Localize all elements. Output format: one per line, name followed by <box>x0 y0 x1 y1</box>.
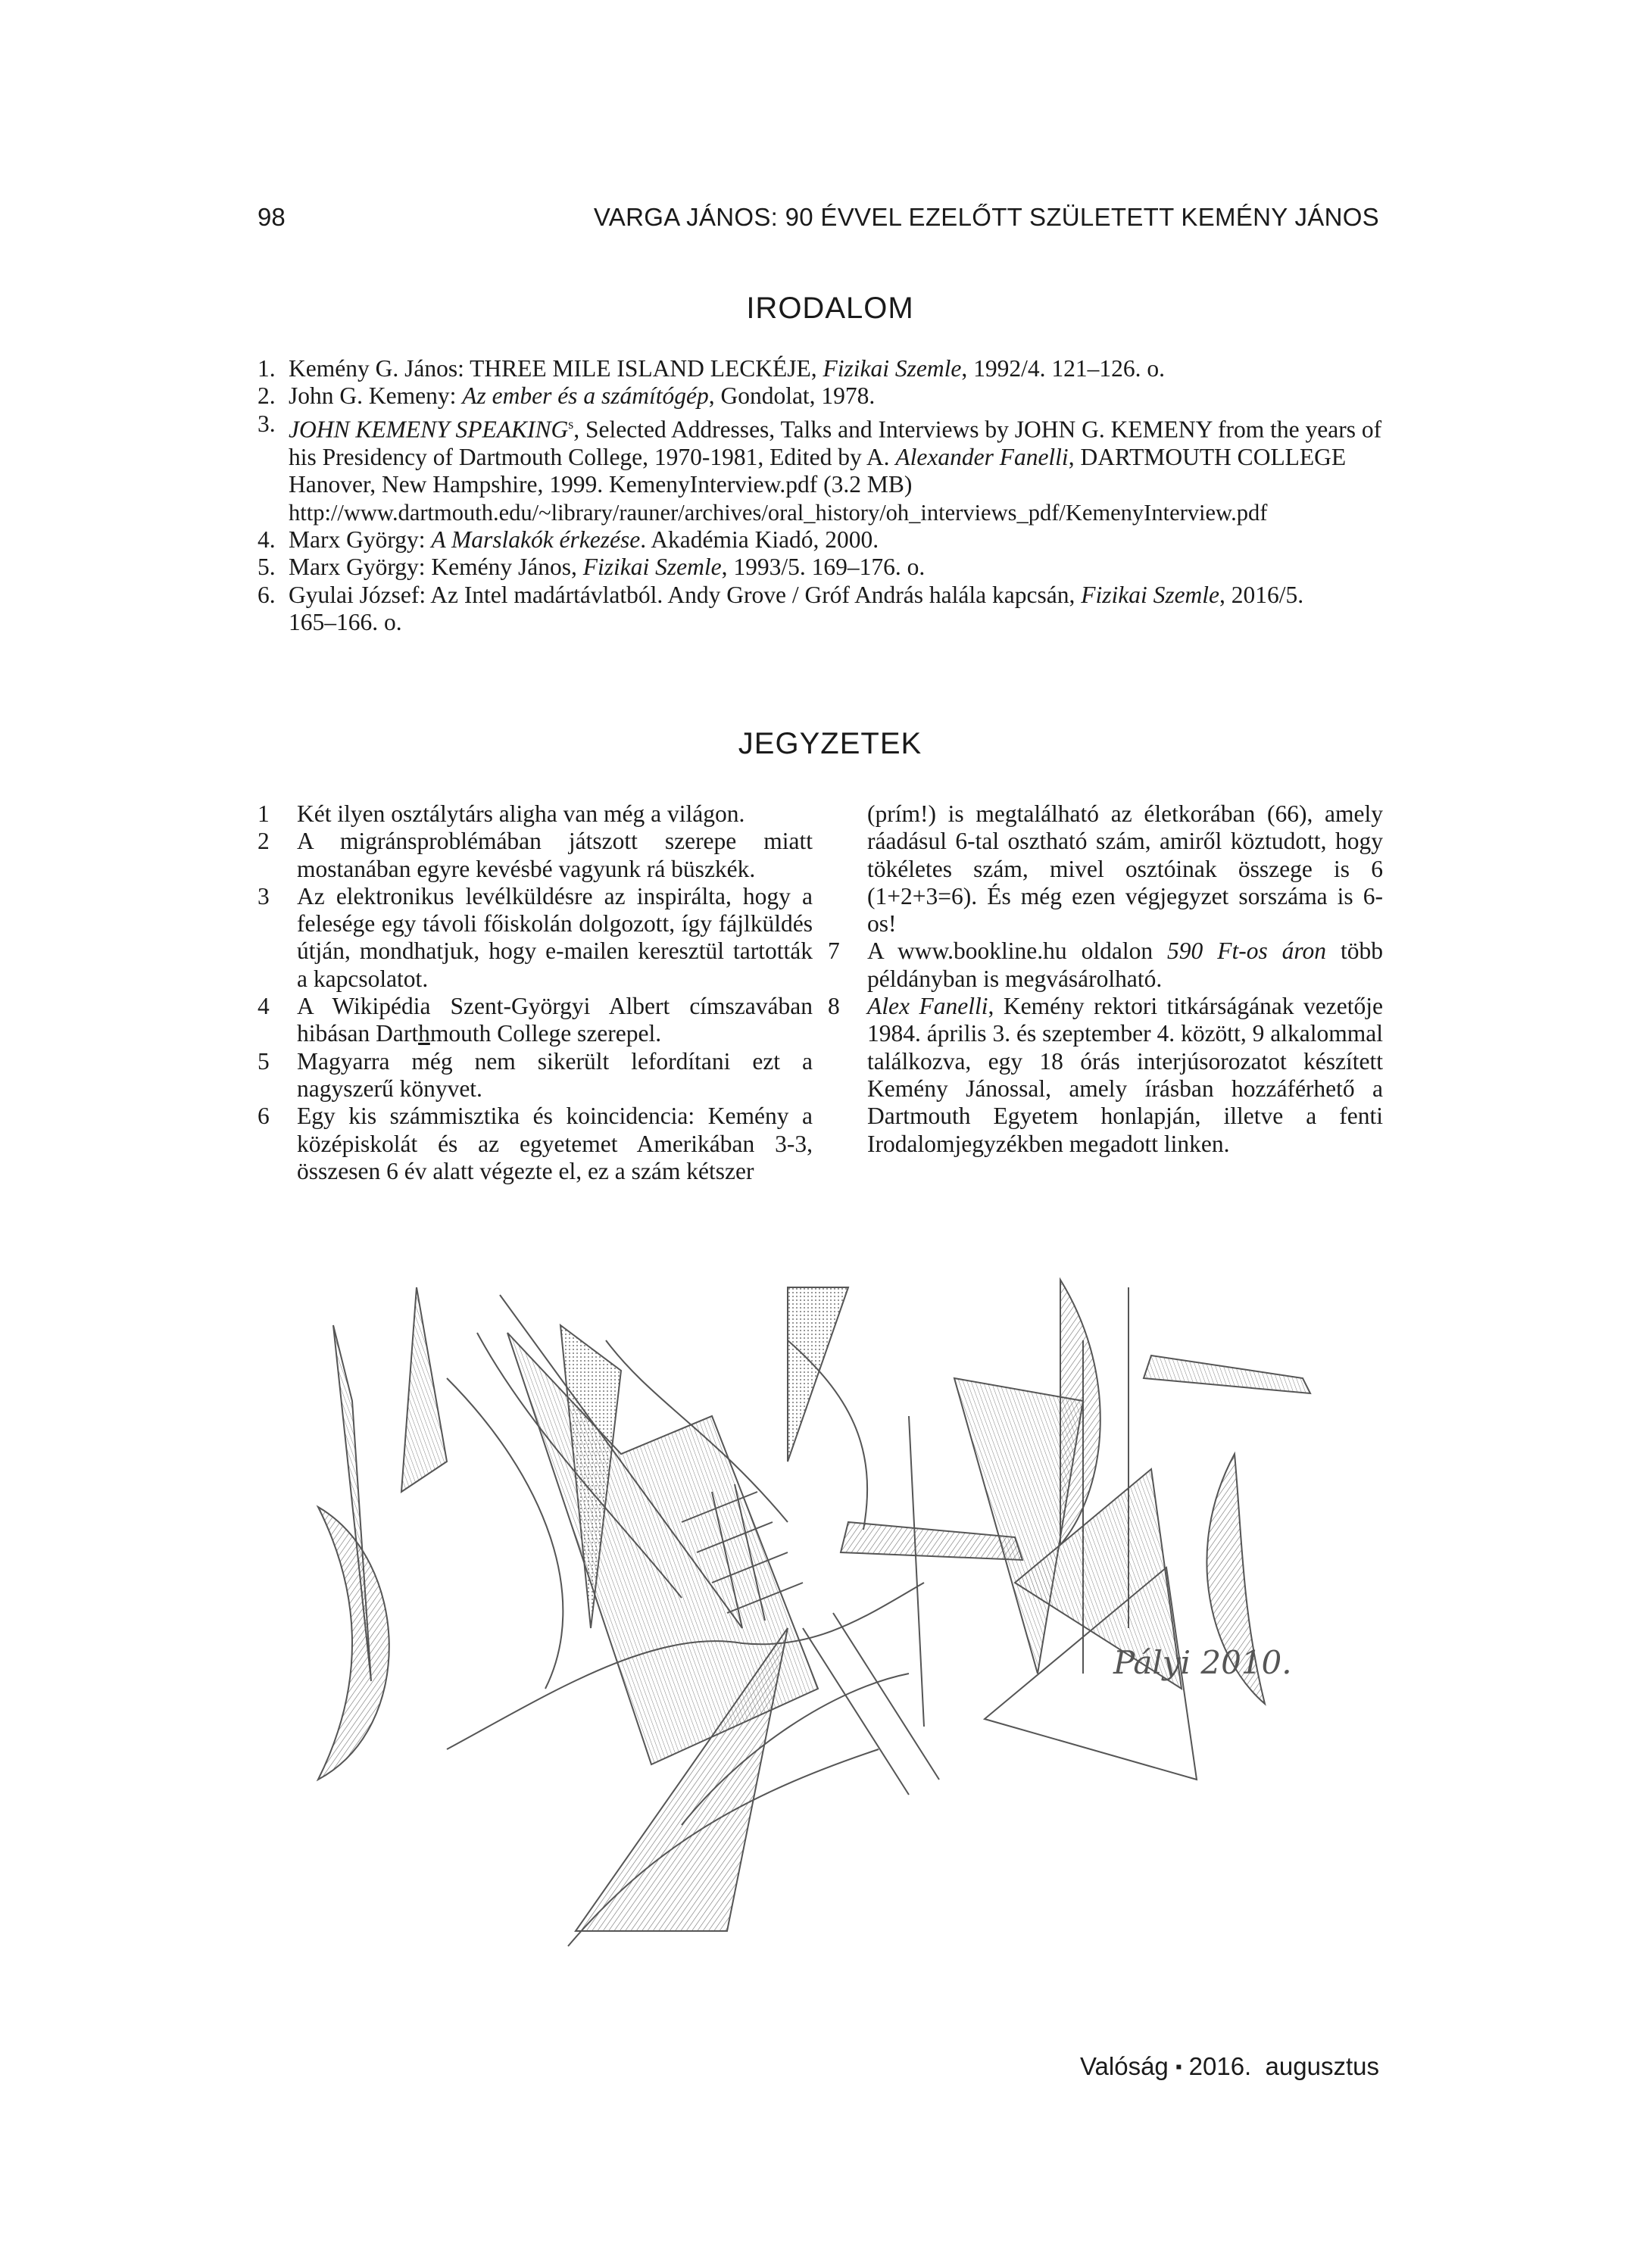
reference-item: 1. Kemény G. János: THREE MILE ISLAND LECKÉJE, Fizikai Szemle, 1992/4. 121–126. o. <box>258 355 1165 382</box>
note-item: 7 A www.bookline.hu oldalon 590 Ft-os áron több példányban is megvásárolható. <box>828 937 1383 992</box>
note-item: 1 Két ilyen osztálytárs aligha van még a világon. <box>258 800 745 827</box>
note-item: 8 Alex Fanelli, Kemény rektori titkárságának vezetője 1984. április 3. és szeptember 4. között, 9 alkalommal találkozva, egy 18 órás interjúsorozatot készített Kemény Jánossal, amely írásban hozzáférhető a Dartmouth Egyetem honlapján, illetve a fenti Irodalomjegyzékben megadott linken. <box>828 993 1383 1157</box>
note-item: 4 A Wikipédia Szent-Györgyi Albert címszavában hibásan Darthmouth College szerepel. <box>258 993 813 1047</box>
reference-item: 4. Marx György: A Marslakók érkezése. Akadémia Kiadó, 2000. <box>258 526 879 553</box>
note-item: 6 Egy kis számmisztika és koincidencia: Kemény a középiskolát és az egyetemet Amerikában 3-3, összesen 6 év alatt végezte el, ez a szám kétszer <box>258 1103 813 1184</box>
jegyzetek-heading: JEGYZETEK <box>738 727 922 760</box>
reference-item: 5. Marx György: Kemény János, Fizikai Szemle, 1993/5. 169–176. o. <box>258 554 926 581</box>
note-item: 3 Az elektronikus levélküldésre az inspirálta, hogy a felesége egy távoli főiskolán dolgozott, így fájlküldés útján, mondhatjuk, hogy e-mailen keresztül tartották a kapcsolatot. <box>258 882 813 992</box>
issue-date: 2016. augusztus <box>1188 2052 1379 2080</box>
reference-item: 3. JOHN KEMENY SPEAKING$^s$, Selected Addresses, Talks and Interviews by JOHN G. KEMENY from the years of his Presidency of Dartmouth College, 1970-1981, Edited by A. Alexander Fanelli, DARTMOUTH COLLEGE Hanover, New Hampshire, 1999. KemenyInterview.pdf (3.2 MB) http://www.dartmouth.edu/~library/rauner/archives/oral_history/oh_interviews_pdf/KemenyInterview.pdf <box>258 410 1394 526</box>
notes-left-column <box>258 800 813 1185</box>
page-number: 98 <box>258 203 286 231</box>
note-continuation: (prím!) is megtalálható az életkorában (66), amely ráadásul 6-tal osztható szám, amiről köztudott, hogy tökéletes szám, mivel osztóinak összege is 6 (1+2+3=6). És még ezen végjegyzet sorszáma is 6-os! <box>867 800 1383 937</box>
reference-item: 6. Gyulai József: Az Intel madártávlatból. Andy Grove / Gróf András halála kapcsán, Fizikai Szemle, 2016/5. 165–166. o. <box>258 581 1304 636</box>
notes-right-column <box>828 800 1383 1158</box>
reference-item: 2. John G. Kemeny: Az ember és a számítógép, Gondolat, 1978. <box>258 382 876 410</box>
note-item: 5 Magyarra még nem sikerült lefordítani ezt a nagyszerű könyvet. <box>258 1047 813 1102</box>
reference-list <box>258 355 1394 637</box>
footer <box>1080 2052 1379 2081</box>
irodalom-heading: IRODALOM <box>746 292 914 325</box>
journal-name: Valóság <box>1079 2052 1169 2080</box>
reference-url[interactable]: http://www.dartmouth.edu/~library/rauner/archives/oral_history/oh_interviews_pdf/KemenyInterview.pdf <box>289 499 1268 526</box>
pen-drawing-illustration <box>258 1204 1378 1999</box>
note-item: 2 A migránsproblémában játszott szerepe miatt mostanában egyre kevésbé vagyunk rá büszkék. <box>258 828 813 882</box>
footer-separator: ▪ <box>1175 2057 1182 2077</box>
running-head: VARGA JÁNOS: 90 ÉVVEL EZELŐTT SZÜLETETT KEMÉNY JÁNOS <box>593 203 1379 231</box>
artist-signature: Pályi 2010. <box>1113 1644 1292 1681</box>
